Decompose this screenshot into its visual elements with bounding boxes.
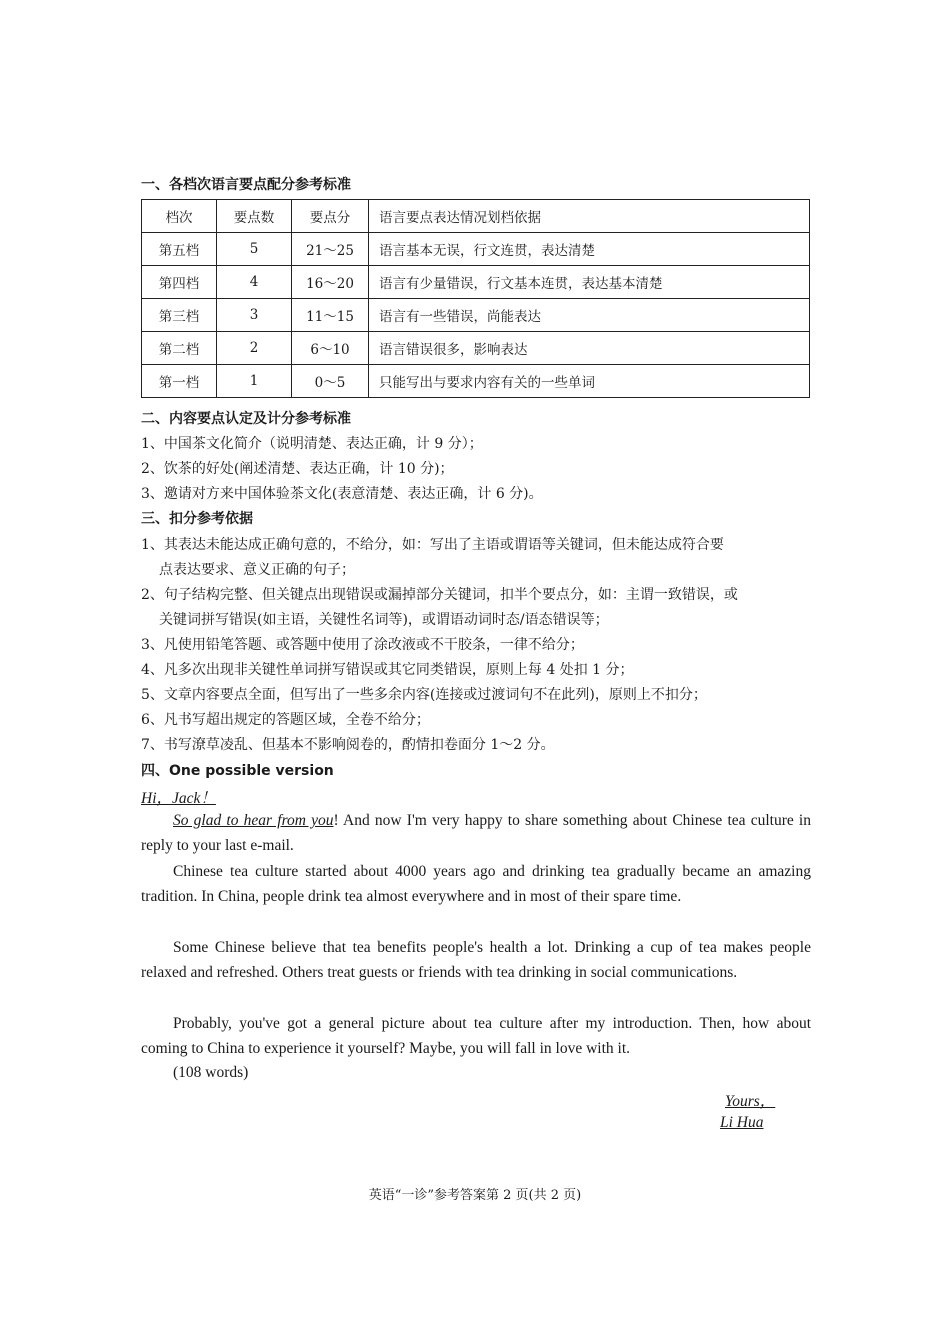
paragraph-text: Chinese tea culture started about 4000 years ago and drinking tea gradually became an amazing tradition. In China, people drink tea almost everywhere and in most of their spare time. <box>141 863 811 906</box>
scoring-table <box>141 199 810 398</box>
table-cell: 第三档 <box>142 299 217 332</box>
deduction-item: 4、凡多次出现非关键性单词拼写错误或其它同类错误，原则上每 4 处扣 1 分； <box>141 662 634 678</box>
deduction-item: 1、其表达未能达成正确句意的，不给分，如：写出了主语或谓语等关键词，但未能达成符合要 <box>141 537 724 553</box>
table-cell: 4 <box>217 266 292 299</box>
table-cell: 语言错误很多，影响表达 <box>369 332 810 365</box>
table-header: 要点分 <box>292 200 369 233</box>
deduction-item: 2、句子结构完整、但关键点出现错误或漏掉部分关键词，扣半个要点分，如：主谓一致错误，或 <box>141 587 738 603</box>
table-cell: 16～20 <box>292 266 369 299</box>
deduction-item: 5、文章内容要点全面，但写出了一些多余内容(连接或过渡词句不在此列)，原则上不扣分； <box>141 687 707 703</box>
content-item: 3、邀请对方来中国体验茶文化(表意清楚、表达正确，计 6 分)。 <box>141 486 543 502</box>
table-row <box>142 365 810 398</box>
letter-signature: Li Hua <box>720 1114 764 1131</box>
table-cell: 语言有少量错误，行文基本连贯，表达基本清楚 <box>369 266 810 299</box>
table-row <box>142 266 810 299</box>
section2-heading: 二、内容要点认定及计分参考标准 <box>141 411 351 427</box>
section3-heading: 三、扣分参考依据 <box>141 511 253 527</box>
paragraph-text: And now I'm very happy to share something about Chinese tea culture in reply to your last e-mail. <box>141 812 811 855</box>
paragraph-text: Probably, you've got a general picture about tea culture after my introduction. Then, how about coming to China to experience it yourself? Maybe, you will fall in love with it. <box>141 1015 811 1058</box>
table-header: 语言要点表达情况划档依据 <box>369 200 810 233</box>
table-cell: 5 <box>217 233 292 266</box>
section1-heading: 一、各档次语言要点配分参考标准 <box>141 177 351 193</box>
table-row <box>142 299 810 332</box>
table-row <box>142 332 810 365</box>
table-cell: 只能写出与要求内容有关的一些单词 <box>369 365 810 398</box>
table-header-row <box>142 200 810 233</box>
section4-heading: 四、One possible version <box>141 763 334 779</box>
deduction-item: 6、凡书写超出规定的答题区域，全卷不给分； <box>141 712 430 728</box>
table-cell: 6～10 <box>292 332 369 365</box>
letter-paragraph-2 <box>141 859 811 910</box>
table-cell: 2 <box>217 332 292 365</box>
deduction-item: 3、凡使用铅笔答题、或答题中使用了涂改液或不干胶条，一律不给分； <box>141 637 584 653</box>
letter-paragraph-3 <box>141 935 811 986</box>
table-header: 要点数 <box>217 200 292 233</box>
page-footer: 英语“一诊”参考答案第 2 页(共 2 页) <box>368 1188 582 1203</box>
table-cell: 第四档 <box>142 266 217 299</box>
letter-paragraph-4 <box>141 1011 811 1062</box>
table-cell: 语言有一些错误，尚能表达 <box>369 299 810 332</box>
content-item: 1、中国茶文化简介（说明清楚、表达正确，计 9 分）； <box>141 436 483 452</box>
letter-greeting: Hi，Jack！ <box>141 790 216 807</box>
deduction-item-cont: 点表达要求、意义正确的句子； <box>159 562 355 578</box>
opening-phrase: So glad to hear from you <box>173 812 334 829</box>
table-row <box>142 233 810 266</box>
letter-paragraph-1 <box>141 808 811 859</box>
paragraph-text: Some Chinese believe that tea benefits people's health a lot. Drinking a cup of tea makes people relaxed and refreshed. Others treat guests or friends with tea drinking in social communications. <box>141 939 811 982</box>
content-item: 2、饮茶的好处(阐述清楚、表达正确，计 10 分)； <box>141 461 454 477</box>
table-cell: 第一档 <box>142 365 217 398</box>
letter-closing: Yours， <box>725 1093 776 1110</box>
table-cell: 3 <box>217 299 292 332</box>
table-cell: 第二档 <box>142 332 217 365</box>
deduction-item: 7、书写潦草凌乱、但基本不影响阅卷的，酌情扣卷面分 1～2 分。 <box>141 737 555 753</box>
table-cell: 1 <box>217 365 292 398</box>
table-cell: 21～25 <box>292 233 369 266</box>
table-cell: 第五档 <box>142 233 217 266</box>
table-cell: 0～5 <box>292 365 369 398</box>
deduction-item-cont: 关键词拼写错误(如主语，关键性名词等)，或谓语动词时态/语态错误等； <box>159 612 609 628</box>
table-cell: 语言基本无误，行文连贯，表达清楚 <box>369 233 810 266</box>
table-header: 档次 <box>142 200 217 233</box>
opening-mark: ! <box>333 812 339 829</box>
table-cell: 11～15 <box>292 299 369 332</box>
word-count: (108 words) <box>173 1064 249 1081</box>
